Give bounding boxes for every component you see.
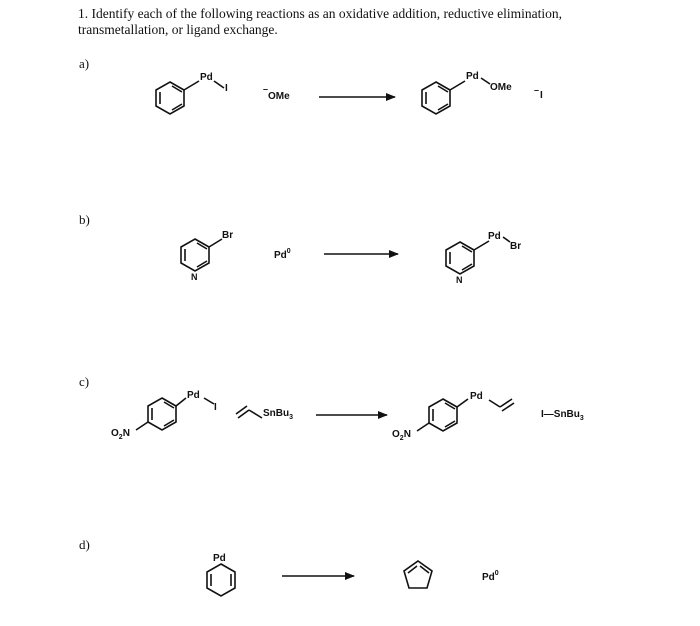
part-b-label: b) [79, 212, 90, 227]
a-reactant-structure [156, 81, 224, 114]
a-reagent-methoxide: OMe [268, 91, 290, 102]
d-product-pd: Pd$^0$ [482, 570, 499, 583]
c-byproduct-iodotin: I—SnBu$_3$ [541, 409, 584, 422]
a-reactant-iodide: I [225, 83, 228, 94]
part-d-label: d) [79, 537, 90, 552]
part-a-label: a) [79, 56, 90, 71]
a-product-structure [422, 78, 490, 114]
b-product-structure [446, 237, 510, 274]
b-reactant-structure [181, 239, 222, 271]
a-reagent-charge: – [263, 84, 269, 94]
question-line-1: 1. Identify each of the following reactions as an oxidative addition, reductive elimination, [78, 6, 562, 21]
c-product-pd: Pd [470, 391, 483, 402]
a-product-pd: Pd [466, 71, 479, 82]
d-reactant-pd: Pd [213, 553, 226, 564]
question-line-2: transmetallation, or ligand exchange. [78, 22, 278, 37]
c-vinyl-tin-structure [236, 406, 262, 418]
b-reactant-nitrogen: N [191, 272, 198, 282]
a-product-methoxy: OMe [490, 82, 512, 93]
c-reactant-pd: Pd [187, 390, 200, 401]
c-reactant-structure [136, 398, 214, 430]
d-reactant-structure [207, 564, 235, 596]
b-product-nitrogen: N [456, 275, 463, 285]
b-product-pd: Pd [488, 231, 501, 242]
a-byproduct-charge: – [534, 85, 540, 95]
a-byproduct-iodide: I [540, 90, 543, 101]
c-product-nitro: $O_2N$ [392, 429, 411, 442]
c-product-structure [417, 399, 514, 431]
c-reactant-iodide: I [214, 402, 217, 413]
b-product-bromine: Br [510, 241, 522, 252]
b-reactant-bromine: Br [222, 230, 234, 241]
b-reagent-pd: Pd$^0$ [274, 248, 291, 261]
c-reactant-nitro: $O_2N$ [111, 428, 130, 441]
c-reagent-tributyltin: SnBu$_3$ [263, 408, 294, 421]
d-product-structure [404, 561, 432, 588]
a-reactant-pd: Pd [200, 72, 213, 83]
part-c-label: c) [79, 374, 90, 389]
